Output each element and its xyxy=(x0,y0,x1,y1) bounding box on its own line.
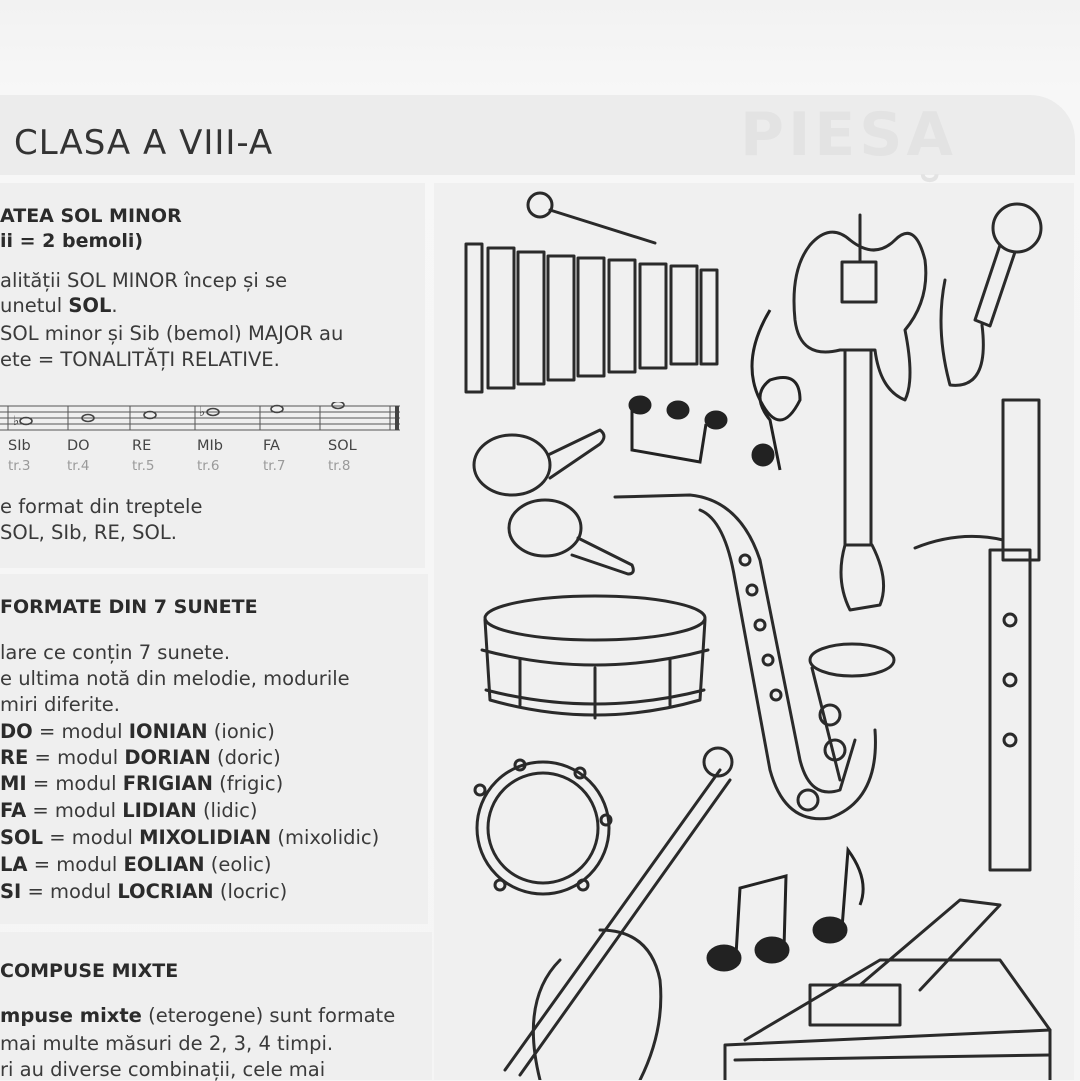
degree-label: tr.3 xyxy=(8,458,31,474)
note-label: MIb xyxy=(197,438,223,454)
degree-label: tr.5 xyxy=(132,458,155,474)
section1-subtitle: ii = 2 bemoli) xyxy=(0,230,144,252)
mode-mid: = modul xyxy=(32,720,129,743)
section2-title: FORMATE DIN 7 SUNETE xyxy=(0,596,258,618)
mode-alt: (ionic) xyxy=(207,720,275,743)
maracas-icon xyxy=(474,430,633,574)
note-label: FA xyxy=(263,438,280,454)
mode-mid: = modul xyxy=(26,772,123,795)
text-span: (eterogene) sunt formate xyxy=(141,1004,396,1027)
piano-icon xyxy=(725,900,1050,1080)
text-span: unetul xyxy=(0,294,63,317)
section2-intro: lare ce conțin 7 sunete. xyxy=(0,641,231,664)
mode-name: MIXOLIDIAN xyxy=(139,826,272,849)
section2-intro: e ultima notă din melodie, modurile xyxy=(0,667,350,690)
mode-name: IONIAN xyxy=(128,720,208,743)
mode-note: SI xyxy=(0,880,22,903)
bassoon-icon xyxy=(915,400,1039,870)
note-label: RE xyxy=(132,438,152,454)
bold-sol: SOL xyxy=(68,294,112,317)
mode-note: LA xyxy=(0,853,28,876)
mode-mid: = modul xyxy=(27,853,124,876)
mode-note: RE xyxy=(0,746,29,769)
microphone-icon xyxy=(941,204,1041,385)
page-title: CLASA A VIII-A xyxy=(14,123,274,163)
mode-name: EOLIAN xyxy=(123,853,205,876)
mode-mid: = modul xyxy=(26,799,123,822)
mode-alt: (doric) xyxy=(210,746,281,769)
note-label: DO xyxy=(67,438,90,454)
degree-label: tr.4 xyxy=(67,458,90,474)
mode-alt: (frigic) xyxy=(212,772,284,795)
section1-line: ete = TONALITĂȚI RELATIVE. xyxy=(0,348,280,371)
tambourine-icon xyxy=(475,760,611,894)
note-label: SOL xyxy=(328,438,357,454)
section1-title: ATEA SOL MINOR xyxy=(0,205,182,227)
mode-alt: (mixolidic) xyxy=(271,826,380,849)
mode-note: SOL xyxy=(0,826,44,849)
mode-name: DORIAN xyxy=(124,746,211,769)
degree-label: tr.8 xyxy=(328,458,351,474)
section1-summary: SOL, SIb, RE, SOL. xyxy=(0,521,177,544)
section3-line: ri au diverse combinații, cele mai xyxy=(0,1058,326,1081)
mode-name: LOCRIAN xyxy=(117,880,214,903)
mode-alt: (locric) xyxy=(213,880,288,903)
mode-mid: = modul xyxy=(43,826,140,849)
mode-name: FRIGIAN xyxy=(122,772,213,795)
electric-guitar-icon xyxy=(794,215,926,610)
bold-term: mpuse mixte xyxy=(0,1004,142,1027)
section1-summary: e format din treptele xyxy=(0,495,203,518)
note-label: SIb xyxy=(8,438,31,454)
section2-intro: miri diferite. xyxy=(0,693,120,716)
mode-note: DO xyxy=(0,720,33,743)
drum-icon xyxy=(482,596,708,718)
mode-note: MI xyxy=(0,772,27,795)
section3-line: mai multe măsuri de 2, 3, 4 timpi. xyxy=(0,1032,334,1055)
section1-line: SOL minor și Sib (bemol) MAJOR au xyxy=(0,322,344,345)
mode-note: FA xyxy=(0,799,27,822)
text-span: . xyxy=(111,294,118,317)
section1-line: alității SOL MINOR încep și se xyxy=(0,269,288,292)
degree-label: tr.7 xyxy=(263,458,286,474)
mode-name: LIDIAN xyxy=(122,799,197,822)
mode-alt: (eolic) xyxy=(204,853,272,876)
double-bass-icon xyxy=(505,748,732,1080)
svg-text:♭: ♭ xyxy=(199,405,206,420)
mode-alt: (lidic) xyxy=(196,799,258,822)
mode-mid: = modul xyxy=(28,746,125,769)
xylophone-icon xyxy=(466,193,717,392)
section3-title: COMPUSE MIXTE xyxy=(0,960,179,982)
degree-label: tr.6 xyxy=(197,458,220,474)
svg-text:♭: ♭ xyxy=(13,414,20,429)
watermark-top: PIESA xyxy=(740,100,957,170)
mode-mid: = modul xyxy=(21,880,118,903)
